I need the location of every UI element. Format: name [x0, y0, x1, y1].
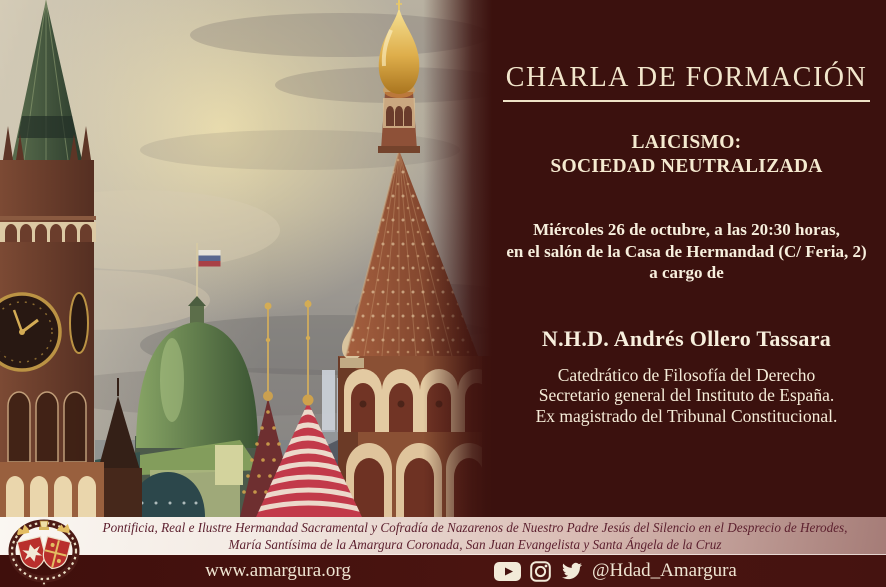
brotherhood-crest-icon [7, 518, 81, 586]
brotherhood-line1: Pontificia, Real e Ilustre Hermandad Sacramental y Cofradía de Nazarenos de Nuestro Padre Jesús del Silencio en el Desprecio de Herodes, [102, 520, 848, 535]
social-icons [494, 555, 584, 587]
page-title: CHARLA DE FORMACIÓN [487, 62, 886, 94]
schedule-line3: a cargo de [649, 263, 724, 282]
schedule-line1: Miércoles 26 de octubre, a las 20:30 horas, [533, 220, 840, 239]
instagram-icon[interactable] [530, 561, 551, 582]
speaker-role2: Secretario general del Instituto de España. [538, 385, 835, 405]
speaker-role1: Catedrático de Filosofía del Derecho [557, 364, 816, 385]
kremlin-painting [0, 0, 492, 517]
photo-edge-fade [0, 0, 492, 517]
talk-topic [487, 131, 886, 179]
speaker-role3: Ex magistrado del Tribunal Constitucional. [535, 405, 838, 426]
brotherhood-line2: María Santísima de la Amargura Coronada, San Juan Evangelista y Santa Ángela de la Cruz [228, 536, 722, 552]
schedule-line2: en el salón de la Casa de Hermandad (C/ Feria, 2) [506, 241, 867, 261]
speaker-roles [487, 365, 886, 427]
brotherhood-name-band [0, 517, 886, 555]
speaker-name: N.H.D. Andrés Ollero Tassara [541, 325, 832, 351]
schedule-block [487, 219, 886, 284]
topic-line1: LAICISMO: [631, 132, 742, 153]
social-handle[interactable]: @Hdad_Amargura [592, 560, 737, 581]
footer-bar [0, 555, 886, 587]
twitter-icon[interactable] [560, 561, 584, 581]
youtube-icon[interactable] [494, 562, 521, 581]
website-link[interactable]: www.amargura.org [205, 560, 351, 581]
topic-line2: SOCIEDAD NEUTRALIZADA [550, 156, 823, 177]
event-panel [487, 0, 886, 517]
